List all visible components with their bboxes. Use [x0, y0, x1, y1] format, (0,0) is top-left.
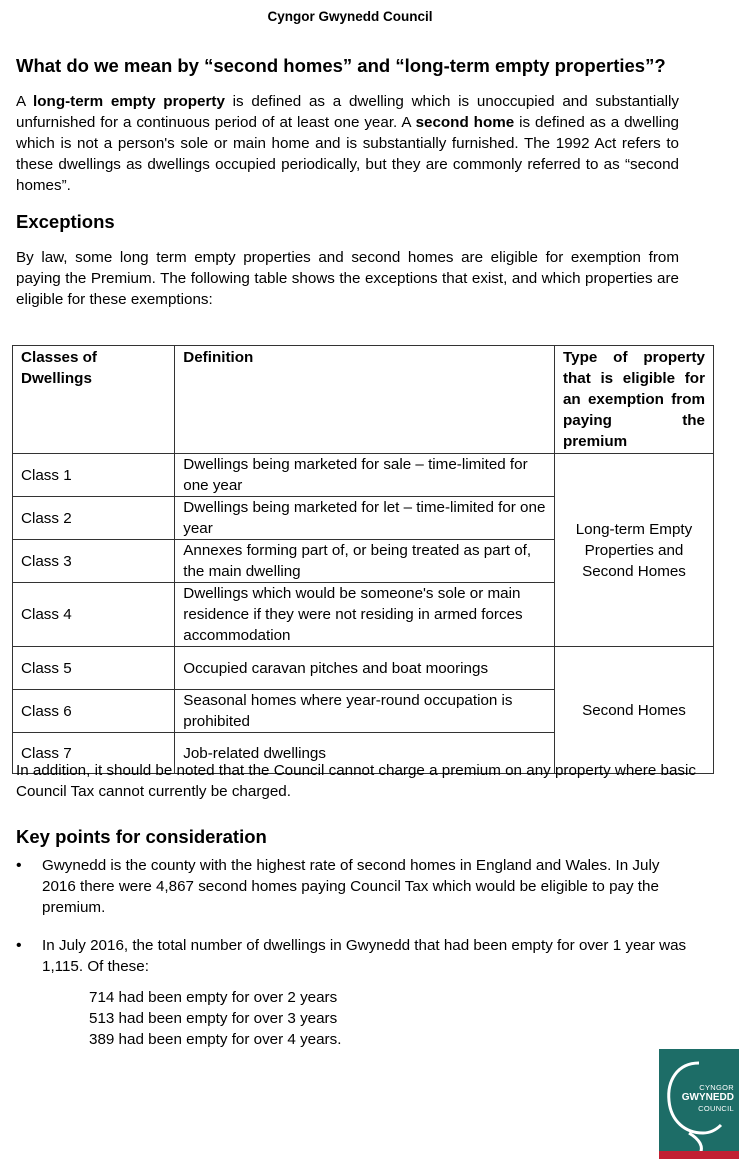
council-logo — [659, 1049, 739, 1159]
empty-stats-list — [89, 987, 341, 1050]
addition-paragraph: In addition, it should be noted that the Council cannot charge a premium on any property where basic Council Tax cannot currently be charged. — [16, 762, 696, 800]
definition-cell: Dwellings which would be someone's sole or main residence if they were not residing in armed forces accommodation — [175, 583, 555, 647]
header-definition: Definition — [175, 346, 555, 454]
term-second-home: second home — [415, 114, 515, 131]
keypoints-list — [16, 855, 696, 994]
page-header: Cyngor Gwynedd Council — [267, 9, 433, 24]
exceptions-table — [12, 345, 714, 774]
class-cell: Class 1 — [13, 454, 175, 497]
class-cell: Class 6 — [13, 690, 175, 733]
class-cell: Class 3 — [13, 540, 175, 583]
stat-line: 714 had been empty for over 2 years — [89, 989, 338, 1006]
logo-line-3: COUNCIL — [698, 1104, 734, 1113]
table-row — [13, 454, 714, 497]
definition-cell: Dwellings being marketed for sale – time-limited for one year — [175, 454, 555, 497]
table-header-row — [13, 346, 714, 454]
list-item: • In July 2016, the total number of dwellings in Gwynedd that had been empty for over 1 year was 1,115. Of these: — [16, 935, 696, 977]
exceptions-intro: By law, some long term empty properties and second homes are eligible for exemption from paying the Premium. The following table shows the exceptions that exist, and which properties are eligible for these exemptions: — [16, 249, 679, 308]
header-classes: Classes of Dwellings — [13, 346, 175, 454]
section-heading-exceptions: Exceptions — [16, 211, 115, 232]
class-cell: Class 4 — [13, 583, 175, 647]
definition-text-c: is defined as a dwelling which is unoccupied and substantially unfurnished for a continuous period of at least one year. A — [16, 93, 679, 131]
section-heading-keypoints: Key points for consideration — [16, 826, 267, 847]
stat-line: 513 had been empty for over 3 years — [89, 1010, 338, 1027]
logo-line-2: GWYNEDD — [681, 1092, 734, 1103]
header-type: Type of property that is eligible for an exemption from paying the premium — [554, 346, 713, 454]
class-cell: Class 5 — [13, 647, 175, 690]
definition-cell: Occupied caravan pitches and boat moorings — [175, 647, 555, 690]
class-cell: Class 2 — [13, 497, 175, 540]
section-heading-definitions: What do we mean by “second homes” and “long-term empty properties”? — [16, 55, 666, 76]
type-cell-group1: Long-term Empty Properties and Second Homes — [554, 454, 713, 647]
logo-accent-bar — [659, 1151, 739, 1159]
stat-line: 389 had been empty for over 4 years. — [89, 1031, 342, 1048]
logo-line-1: CYNGOR — [699, 1083, 734, 1092]
definition-cell: Dwellings being marketed for let – time-limited for one year — [175, 497, 555, 540]
definition-text-e: is defined as a dwelling which is not a person's sole or main home and is substantially furnished. The 1992 Act refers to these dwellings as dwellings occupied periodically, but they are commonly referred to as “second homes”. — [16, 114, 679, 194]
definition-cell: Job-related dwellings — [175, 733, 555, 774]
class-cell: Class 7 — [13, 733, 175, 774]
type-cell-group2: Second Homes — [554, 647, 713, 774]
logo-text — [682, 1083, 734, 1113]
term-long-term-empty: long-term empty property — [33, 93, 225, 110]
list-item: • Gwynedd is the county with the highest rate of second homes in England and Wales. In July 2016 there were 4,867 second homes paying Council Tax which would be eligible to pay the premium. — [16, 855, 696, 918]
definition-cell: Seasonal homes where year-round occupation is prohibited — [175, 690, 555, 733]
definitions-paragraph — [16, 91, 679, 196]
table-row — [13, 647, 714, 690]
definition-cell: Annexes forming part of, or being treated as part of, the main dwelling — [175, 540, 555, 583]
definition-text-a: A — [16, 93, 34, 110]
